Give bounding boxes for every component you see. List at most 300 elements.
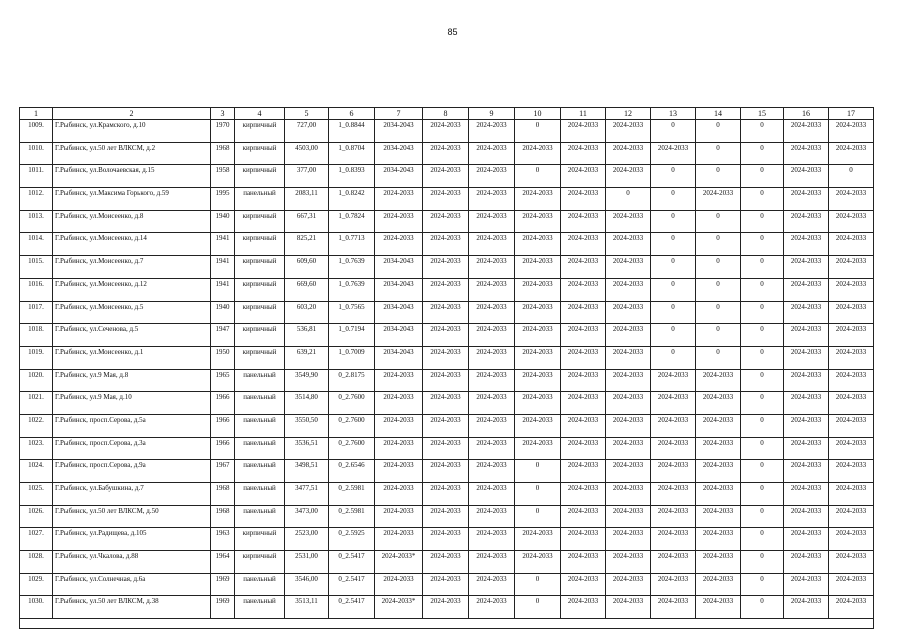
address-cell: Г.Рыбинск, ул.9 Мая, д.8	[53, 369, 211, 392]
row-number-cell: 1024.	[20, 460, 53, 483]
table-cell: 2024-2033	[423, 505, 469, 528]
table-cell: 2024-2033	[423, 551, 469, 574]
table-cell: 3546,00	[285, 573, 329, 596]
address-cell: Г.Рыбинск, просп.Серова, д.3а	[53, 437, 211, 460]
table-cell: 1_0.7713	[329, 233, 375, 256]
table-cell: 2024-2033	[469, 142, 515, 165]
table-cell: 2024-2033	[784, 369, 829, 392]
table-cell: 2024-2033	[423, 437, 469, 460]
row-number-cell: 1014.	[20, 233, 53, 256]
address-cell: Г.Рыбинск, просп.Серова, д.5а	[53, 414, 211, 437]
table-cell: 2024-2033	[829, 551, 874, 574]
row-number-cell: 1019.	[20, 346, 53, 369]
table-cell: 2024-2033	[469, 505, 515, 528]
table-cell: 2024-2033	[696, 188, 741, 211]
table-cell: 2024-2033	[696, 437, 741, 460]
table-cell: 0	[741, 551, 784, 574]
table-cell: кирпичный	[235, 346, 285, 369]
table-cell: 2024-2033	[469, 483, 515, 506]
table-cell: 2024-2033	[829, 346, 874, 369]
address-cell: Г.Рыбинск, ул.Бабушкина, д.7	[53, 483, 211, 506]
table-cell: 2024-2033	[469, 414, 515, 437]
table-cell: 2024-2033	[515, 369, 561, 392]
table-cell: 2024-2033	[829, 278, 874, 301]
table-cell: 603,20	[285, 301, 329, 324]
table-cell: 2024-2033	[561, 188, 606, 211]
column-number-row	[20, 108, 874, 120]
table-cell: 0	[651, 278, 696, 301]
table-cell: 2024-2033	[375, 233, 423, 256]
table-cell: 0	[515, 573, 561, 596]
column-number-cell: 3	[211, 108, 235, 120]
table-cell: 1941	[211, 256, 235, 279]
table-cell: 2024-2033	[651, 437, 696, 460]
table-cell: 0_2.5925	[329, 528, 375, 551]
table-cell: 0	[651, 165, 696, 188]
table-cell: 0	[741, 392, 784, 415]
table-cell: 2024-2033	[561, 233, 606, 256]
table-cell: 2024-2033	[651, 596, 696, 619]
table-cell: 2024-2033	[469, 210, 515, 233]
address-cell: Г.Рыбинск, ул.Волочаевская, д.15	[53, 165, 211, 188]
table-cell: 2024-2033	[561, 483, 606, 506]
address-cell: Г.Рыбинск, ул.50 лет ВЛКСМ, д.2	[53, 142, 211, 165]
table-cell: 0	[696, 301, 741, 324]
table-cell: 0_2.8175	[329, 369, 375, 392]
table-cell: 2024-2033	[696, 573, 741, 596]
table-cell: 1_0.7009	[329, 346, 375, 369]
table-cell: 1966	[211, 414, 235, 437]
address-cell: Г.Рыбинск, ул.50 лет ВЛКСМ, д.50	[53, 505, 211, 528]
table-cell: 2024-2033	[784, 483, 829, 506]
table-cell: 0	[696, 210, 741, 233]
table-cell: 2024-2033	[561, 437, 606, 460]
table-cell: 1941	[211, 278, 235, 301]
table-cell: 0	[515, 165, 561, 188]
table-cell: 0	[515, 120, 561, 143]
table-cell: 2024-2033	[784, 233, 829, 256]
table-cell: 0	[696, 120, 741, 143]
table-cell: 2024-2033	[784, 120, 829, 143]
table-cell: 2024-2033	[515, 551, 561, 574]
table-cell: 2024-2033	[423, 324, 469, 347]
table-cell: 2024-2033	[469, 460, 515, 483]
row-number-cell: 1018.	[20, 324, 53, 347]
table-cell: кирпичный	[235, 165, 285, 188]
column-number-cell: 5	[285, 108, 329, 120]
table-cell: 2024-2033	[606, 392, 651, 415]
table-cell: 2024-2033	[696, 551, 741, 574]
table-cell: 2024-2033	[651, 460, 696, 483]
table-cell: 2024-2033	[561, 551, 606, 574]
table-cell: 0	[651, 324, 696, 347]
table-cell: 0_2.5417	[329, 596, 375, 619]
table-cell: 2024-2033	[469, 573, 515, 596]
table-cell: 1940	[211, 210, 235, 233]
table-cell: 2024-2033	[515, 256, 561, 279]
address-cell: Г.Рыбинск, ул.Моисеенко, д.7	[53, 256, 211, 279]
table-row	[20, 551, 874, 574]
row-number-cell: 1012.	[20, 188, 53, 211]
table-cell: 1968	[211, 483, 235, 506]
table-cell: 2024-2033	[651, 369, 696, 392]
table-cell: 2034-2043	[375, 165, 423, 188]
table-cell: 3550,50	[285, 414, 329, 437]
table-cell: 2024-2033	[784, 392, 829, 415]
column-number-cell: 1	[20, 108, 53, 120]
column-number-cell: 7	[375, 108, 423, 120]
table-row	[20, 483, 874, 506]
table-cell: 2024-2033	[561, 414, 606, 437]
address-cell: Г.Рыбинск, ул.Максима Горького, д.59	[53, 188, 211, 211]
table-cell: 3513,11	[285, 596, 329, 619]
table-cell: 3536,51	[285, 437, 329, 460]
table-cell: 2024-2033*	[375, 596, 423, 619]
table-row	[20, 120, 874, 143]
table-cell: 0	[696, 142, 741, 165]
table-cell: 2024-2033	[423, 278, 469, 301]
table-cell: 0	[741, 210, 784, 233]
table-row	[20, 596, 874, 619]
table-cell: 2024-2033	[469, 392, 515, 415]
page-number: 85	[447, 27, 458, 37]
table-cell: 0_2.5417	[329, 551, 375, 574]
table-cell: 0_2.7600	[329, 414, 375, 437]
table-cell: 2523,00	[285, 528, 329, 551]
table-cell: 0	[741, 301, 784, 324]
table-cell: 0	[606, 188, 651, 211]
table-cell: 2024-2033	[423, 256, 469, 279]
spacer-cell	[20, 619, 874, 629]
table-cell: 2024-2033*	[375, 551, 423, 574]
table-cell: 1964	[211, 551, 235, 574]
column-number-cell: 6	[329, 108, 375, 120]
table-row	[20, 573, 874, 596]
row-number-cell: 1010.	[20, 142, 53, 165]
table-row	[20, 256, 874, 279]
table-cell: 2024-2033	[696, 596, 741, 619]
table-cell: 0	[741, 188, 784, 211]
table-cell: 2024-2033	[784, 505, 829, 528]
table-cell: 2024-2033	[651, 505, 696, 528]
table-cell: 4503,00	[285, 142, 329, 165]
table-cell: 1_0.8242	[329, 188, 375, 211]
table-cell: 2024-2033	[606, 528, 651, 551]
table-cell: 2024-2033	[784, 573, 829, 596]
table-cell: панельный	[235, 483, 285, 506]
table-cell: 0	[741, 528, 784, 551]
table-row	[20, 528, 874, 551]
table-cell: панельный	[235, 188, 285, 211]
table-cell: 0_2.5981	[329, 505, 375, 528]
table-cell: 0	[741, 414, 784, 437]
table-cell: 0	[741, 324, 784, 347]
table-cell: 1_0.7194	[329, 324, 375, 347]
table-cell: 377,00	[285, 165, 329, 188]
table-cell: 2024-2033	[469, 596, 515, 619]
address-cell: Г.Рыбинск, ул.Моисеенко, д.1	[53, 346, 211, 369]
table-cell: 727,00	[285, 120, 329, 143]
table-cell: 1965	[211, 369, 235, 392]
table-cell: 2024-2033	[515, 142, 561, 165]
table-cell: кирпичный	[235, 324, 285, 347]
table-cell: 0	[741, 165, 784, 188]
table-row	[20, 233, 874, 256]
address-cell: Г.Рыбинск, ул.Крамского, д.10	[53, 120, 211, 143]
table-cell: кирпичный	[235, 301, 285, 324]
table-cell: 2024-2033	[829, 256, 874, 279]
table-row	[20, 460, 874, 483]
table-cell: 2024-2033	[375, 392, 423, 415]
table-cell: 2024-2033	[784, 346, 829, 369]
table-cell: 2024-2033	[561, 324, 606, 347]
table-cell: 2024-2033	[423, 120, 469, 143]
table-cell: 0	[829, 165, 874, 188]
table-cell: 2024-2033	[606, 483, 651, 506]
table-cell: 2083,11	[285, 188, 329, 211]
table-cell: 2024-2033	[829, 369, 874, 392]
table-cell: 2024-2033	[515, 278, 561, 301]
table-cell: 2024-2033	[561, 165, 606, 188]
table-cell: 3498,51	[285, 460, 329, 483]
row-number-cell: 1021.	[20, 392, 53, 415]
table-row	[20, 142, 874, 165]
table-cell: 1950	[211, 346, 235, 369]
table-cell: 2024-2033	[829, 596, 874, 619]
table-cell: 2024-2033	[606, 120, 651, 143]
table-row	[20, 188, 874, 211]
table-cell: 0_2.5981	[329, 483, 375, 506]
table-cell: кирпичный	[235, 210, 285, 233]
table-cell: 2024-2033	[375, 528, 423, 551]
table-cell: панельный	[235, 414, 285, 437]
table-cell: 2024-2033	[829, 324, 874, 347]
row-number-cell: 1017.	[20, 301, 53, 324]
table-cell: 2024-2033	[606, 346, 651, 369]
table-cell: 2024-2033	[423, 346, 469, 369]
table-cell: 2024-2033	[606, 551, 651, 574]
table-cell: 2024-2033	[606, 210, 651, 233]
table-cell: 2024-2033	[829, 210, 874, 233]
table-cell: 2024-2033	[606, 460, 651, 483]
table-cell: 2024-2033	[606, 301, 651, 324]
table-cell: 2024-2033	[515, 528, 561, 551]
table-cell: 2024-2033	[515, 324, 561, 347]
table-cell: 1968	[211, 142, 235, 165]
table-cell: 2024-2033	[469, 324, 515, 347]
table-cell: 2024-2033	[561, 210, 606, 233]
table-cell: 2024-2033	[469, 437, 515, 460]
address-cell: Г.Рыбинск, ул.Чкалова, д.88	[53, 551, 211, 574]
table-cell: 2024-2033	[829, 301, 874, 324]
table-cell: 2034-2043	[375, 278, 423, 301]
table-cell: 0	[741, 346, 784, 369]
column-number-cell: 13	[651, 108, 696, 120]
table-cell: 1968	[211, 505, 235, 528]
table-row	[20, 301, 874, 324]
table-cell: 609,60	[285, 256, 329, 279]
row-number-cell: 1022.	[20, 414, 53, 437]
table-cell: 1967	[211, 460, 235, 483]
table-cell: 2024-2033	[829, 120, 874, 143]
table-cell: панельный	[235, 596, 285, 619]
table-cell: 2024-2033	[561, 142, 606, 165]
table-cell: 2024-2033	[423, 483, 469, 506]
table-cell: 2024-2033	[469, 278, 515, 301]
table-cell: 2024-2033	[829, 233, 874, 256]
table-cell: 2024-2033	[651, 142, 696, 165]
table-cell: 2024-2033	[423, 596, 469, 619]
housing-repair-table	[19, 107, 874, 629]
table-cell: кирпичный	[235, 120, 285, 143]
table-cell: 1970	[211, 120, 235, 143]
row-number-cell: 1028.	[20, 551, 53, 574]
table-cell: 2024-2033	[469, 233, 515, 256]
table-cell: 1_0.7639	[329, 278, 375, 301]
table-cell: панельный	[235, 369, 285, 392]
table-cell: 2024-2033	[784, 551, 829, 574]
table-cell: 2024-2033	[696, 483, 741, 506]
table-cell: 2024-2033	[606, 233, 651, 256]
table-cell: 2034-2043	[375, 346, 423, 369]
table-cell: 2024-2033	[606, 142, 651, 165]
table-cell: 2024-2033	[515, 392, 561, 415]
table-row	[20, 437, 874, 460]
table-cell: 2024-2033	[469, 528, 515, 551]
table-cell: 2024-2033	[375, 369, 423, 392]
column-number-cell: 2	[53, 108, 211, 120]
table-cell: 2024-2033	[696, 528, 741, 551]
address-cell: Г.Рыбинск, ул.Моисеенко, д.14	[53, 233, 211, 256]
row-number-cell: 1011.	[20, 165, 53, 188]
table-cell: 2024-2033	[469, 165, 515, 188]
table-cell: 2024-2033	[606, 437, 651, 460]
address-cell: Г.Рыбинск, ул.Солнечная, д.6а	[53, 573, 211, 596]
table-cell: 2024-2033	[469, 188, 515, 211]
table-cell: 1_0.8393	[329, 165, 375, 188]
table-cell: 2024-2033	[696, 505, 741, 528]
table-cell: кирпичный	[235, 278, 285, 301]
table-cell: 0	[741, 460, 784, 483]
table-cell: 2024-2033	[423, 210, 469, 233]
table-cell: 3514,80	[285, 392, 329, 415]
table-cell: 2024-2033	[515, 414, 561, 437]
table-cell: 2024-2033	[651, 414, 696, 437]
table-cell: 2024-2033	[606, 573, 651, 596]
table-cell: 1966	[211, 437, 235, 460]
table-cell: 0	[741, 437, 784, 460]
table-cell: 2024-2033	[829, 437, 874, 460]
table-cell: 2024-2033	[606, 369, 651, 392]
table-cell: 2024-2033	[469, 551, 515, 574]
table-cell: кирпичный	[235, 551, 285, 574]
column-number-cell: 14	[696, 108, 741, 120]
table-cell: 1_0.8844	[329, 120, 375, 143]
table-cell: 2024-2033	[784, 165, 829, 188]
address-cell: Г.Рыбинск, ул.50 лет ВЛКСМ, д.38	[53, 596, 211, 619]
table-cell: 2024-2033	[375, 505, 423, 528]
table-cell: 0_2.7600	[329, 437, 375, 460]
table-row	[20, 505, 874, 528]
table-cell: 2024-2033	[651, 483, 696, 506]
address-cell: Г.Рыбинск, просп.Серова, д.9а	[53, 460, 211, 483]
table-cell: 0	[741, 369, 784, 392]
address-cell: Г.Рыбинск, ул.Моисеенко, д.12	[53, 278, 211, 301]
row-number-cell: 1030.	[20, 596, 53, 619]
table-cell: 2024-2033	[515, 188, 561, 211]
table-row	[20, 210, 874, 233]
table-cell: кирпичный	[235, 233, 285, 256]
table-cell: 0	[515, 483, 561, 506]
table-cell: 2024-2033	[375, 210, 423, 233]
table-cell: 536,81	[285, 324, 329, 347]
table-cell: 2024-2033	[375, 483, 423, 506]
table-cell: 0	[696, 324, 741, 347]
table-cell: 2024-2033	[561, 256, 606, 279]
column-number-cell: 8	[423, 108, 469, 120]
table-cell: 2024-2033	[423, 233, 469, 256]
table-cell: 2024-2033	[515, 301, 561, 324]
table-cell: 0	[741, 596, 784, 619]
table-cell: 0	[696, 346, 741, 369]
table-cell: 2024-2033	[561, 392, 606, 415]
column-number-cell: 16	[784, 108, 829, 120]
row-number-cell: 1020.	[20, 369, 53, 392]
table-cell: 2024-2033	[515, 346, 561, 369]
table-bottom-spacer	[20, 619, 874, 629]
column-number-cell: 4	[235, 108, 285, 120]
table-cell: 2024-2033	[606, 324, 651, 347]
table-cell: 0	[651, 256, 696, 279]
row-number-cell: 1013.	[20, 210, 53, 233]
table-cell: 2024-2033	[829, 414, 874, 437]
table-cell: 3477,51	[285, 483, 329, 506]
address-cell: Г.Рыбинск, ул.Радищева, д.105	[53, 528, 211, 551]
table-cell: 2024-2033	[606, 165, 651, 188]
table-cell: 1_0.8704	[329, 142, 375, 165]
table-cell: 2024-2033	[784, 437, 829, 460]
table-cell: 0	[696, 256, 741, 279]
row-number-cell: 1023.	[20, 437, 53, 460]
table-cell: 0	[696, 278, 741, 301]
table-cell: 2024-2033	[561, 505, 606, 528]
table-cell: 0	[515, 596, 561, 619]
table-cell: 639,21	[285, 346, 329, 369]
table-cell: 2024-2033	[696, 392, 741, 415]
table-row	[20, 324, 874, 347]
table-cell: 0	[741, 120, 784, 143]
table-cell: панельный	[235, 573, 285, 596]
address-cell: Г.Рыбинск, ул.Сеченова, д.5	[53, 324, 211, 347]
table-cell: 2024-2033	[423, 188, 469, 211]
table-cell: 2024-2033	[696, 369, 741, 392]
table-cell: 1969	[211, 596, 235, 619]
table-cell: 1940	[211, 301, 235, 324]
table-cell: 2024-2033	[469, 369, 515, 392]
row-number-cell: 1015.	[20, 256, 53, 279]
table-row	[20, 414, 874, 437]
table-cell: 2024-2033	[606, 256, 651, 279]
table-cell: 1_0.7824	[329, 210, 375, 233]
table-row	[20, 165, 874, 188]
table-cell: 2024-2033	[784, 278, 829, 301]
column-number-cell: 11	[561, 108, 606, 120]
table-cell: 2024-2033	[606, 414, 651, 437]
table-cell: 2024-2033	[469, 256, 515, 279]
table-cell: 2024-2033	[829, 528, 874, 551]
table-cell: 2024-2033	[423, 573, 469, 596]
table-cell: 2024-2033	[651, 528, 696, 551]
